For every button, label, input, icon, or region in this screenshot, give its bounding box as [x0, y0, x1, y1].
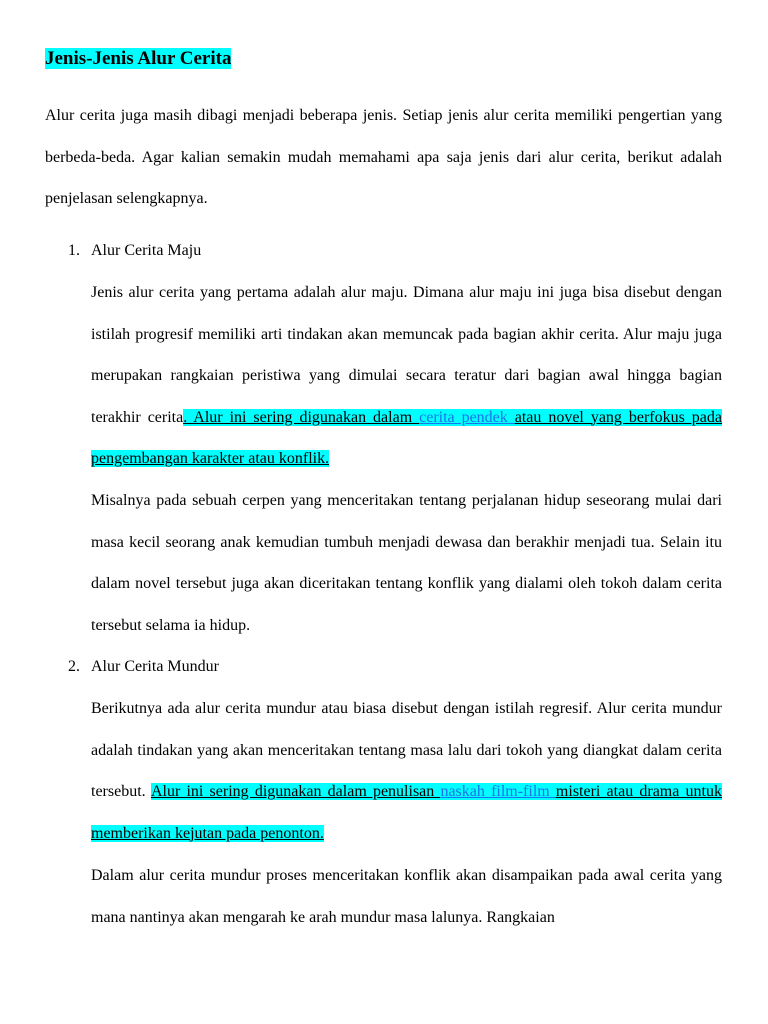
- cerita-pendek-link[interactable]: cerita pendek: [419, 408, 515, 426]
- list-heading-label: Alur Cerita Maju: [91, 242, 202, 259]
- highlighted-text: atau novel yang berfokus pada pengembangan karakter atau konflik.: [91, 408, 723, 467]
- naskah-film-link[interactable]: naskah film-film: [440, 783, 556, 800]
- list-number: 2.: [68, 658, 80, 675]
- paragraph-text: Jenis alur cerita yang pertama adalah alur maju. Dimana alur maju ini juga bisa disebut dengan istilah progresif memiliki arti tindakan akan memuncak pada bagian akhir cerita. Alur maju juga merupakan rangkaian peristiwa yang dimulai secara teratur dari bagian awal hingga bagian terakhir cerita: [91, 284, 722, 426]
- item-2-paragraph-2: Dalam alur cerita mundur proses menceritakan konflik akan disampaikan pada awal cerita yang mana nantinya akan mengarah ke arah mundur masa lalunya. Rangkaian: [91, 867, 722, 926]
- title-highlight: Jenis-Jenis Alur Cerita: [45, 48, 232, 69]
- highlighted-text: . Alur ini sering digunakan dalam: [183, 408, 420, 426]
- item-1-paragraph-2: Misalnya pada sebuah cerpen yang menceritakan tentang perjalanan hidup seseorang mulai dari masa kecil seorang anak kemudian tumbuh menjadi dewasa dan berakhir menjadi tua. Selain itu dalam novel tersebut juga akan diceritakan tentang konflik yang dialami oleh tokoh dalam cerita tersebut selama ia hidup.: [91, 492, 722, 634]
- highlighted-text: Alur ini sering digunakan dalam penulisan: [150, 783, 441, 800]
- item-2-paragraph-1: [91, 688, 722, 854]
- intro-paragraph: Alur cerita juga masih dibagi menjadi beberapa jenis. Setiap jenis alur cerita memiliki pengertian yang berbeda-beda. Agar kalian semakin mudah memahami apa saja jenis dari alur cerita, berikut adalah penjelasan selengkapnya.: [45, 107, 722, 207]
- page-title: [45, 45, 231, 73]
- list-heading-label: Alur Cerita Mundur: [91, 658, 219, 675]
- paragraph-text: Berikutnya ada alur cerita mundur atau biasa disebut dengan istilah regresif. Alur cerita mundur adalah tindakan yang akan menceritakan tentang masa lalu dari tokoh yang diangkat dalam cerita tersebut.: [91, 700, 722, 800]
- item-1-paragraph-1: [91, 272, 722, 480]
- highlighted-text: misteri atau drama untuk memberikan kejutan pada penonton.: [91, 783, 722, 842]
- list-number: 1.: [68, 242, 80, 259]
